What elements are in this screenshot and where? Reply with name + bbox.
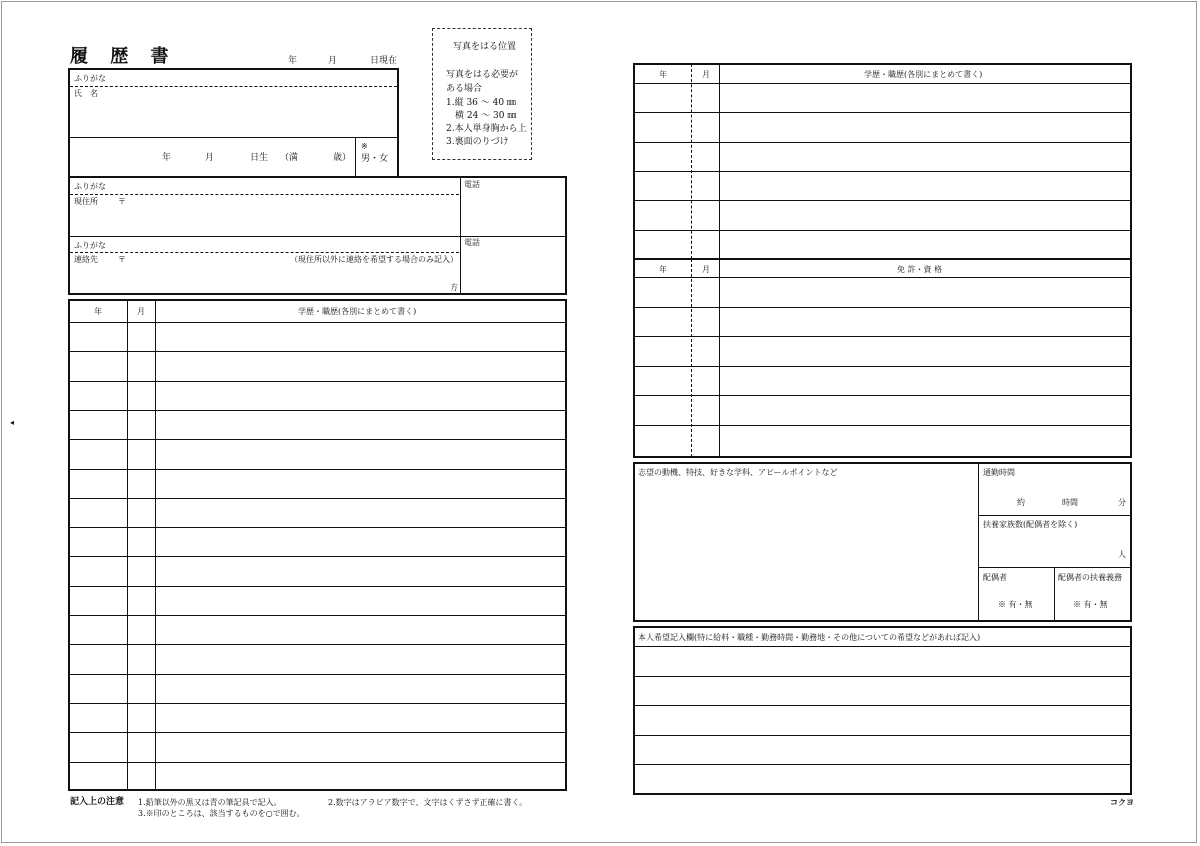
licenses-col-year: 年 (659, 265, 667, 274)
history-left-row[interactable] (70, 616, 565, 643)
license-row[interactable] (635, 308, 1130, 336)
history-left-row[interactable] (70, 528, 565, 555)
contact-furigana-divider (70, 252, 459, 253)
address-label: 現住所 (74, 197, 98, 206)
date-day-label: 日現在 (370, 56, 398, 66)
history-left-row[interactable] (70, 352, 565, 379)
note-item-2: 2.数字はアラビア数字で、文字はくずさず正確に書く。 (328, 798, 528, 807)
wish-row[interactable] (635, 647, 1130, 675)
license-row[interactable] (635, 396, 1130, 424)
wish-row[interactable] (635, 765, 1130, 793)
history-right-col-month: 月 (702, 70, 710, 79)
commute-divider (979, 515, 1130, 516)
history-left-row[interactable] (70, 411, 565, 438)
history-left-row[interactable] (70, 763, 565, 790)
history-left-row[interactable] (70, 645, 565, 672)
spouse-divider (1054, 568, 1055, 621)
history-left-row[interactable] (70, 499, 565, 526)
commute-label: 通勤時間 (983, 468, 1015, 477)
motivation-field[interactable] (636, 480, 976, 618)
history-left-col-month: 月 (137, 307, 145, 316)
birth-divider (70, 137, 397, 138)
history-right-row[interactable] (635, 201, 1130, 228)
birth-year-label: 年 (162, 153, 172, 163)
note-item-3: 3.※印のところは、該当するものを○で囲む。 (138, 809, 305, 818)
address-furigana-label: ふりがな (74, 182, 106, 191)
history-right-row[interactable] (635, 113, 1130, 140)
birth-day-label: 日生 (250, 153, 269, 163)
history-left-row[interactable] (70, 587, 565, 614)
spouse-value[interactable]: ※ 有・無 (998, 600, 1033, 609)
contact-note: （現住所以外に連絡を希望する場合のみ記入） (290, 255, 458, 264)
age-close-label: 歳） (333, 153, 352, 163)
commute-minutes: 分 (1118, 498, 1126, 507)
license-row[interactable] (635, 426, 1130, 454)
commute-approx: 約 (1017, 498, 1025, 507)
photo-line-5: 2.本人単身胸から上 (446, 124, 527, 134)
dependents-unit: 人 (1118, 550, 1126, 559)
wishes-label: 本人希望記入欄(特に給料・職種・勤務時間・勤務地・その他についての希望などがあれば記入) (638, 633, 981, 642)
address-postal-mark: 〒 (118, 197, 126, 206)
address-field[interactable] (130, 196, 458, 234)
gender-note-mark: ※ (361, 142, 368, 151)
license-row[interactable] (635, 367, 1130, 395)
photo-line-6: 3.裏面のりづけ (446, 137, 509, 147)
license-row[interactable] (635, 337, 1130, 365)
history-left-row[interactable] (70, 382, 565, 409)
contact-postal-mark: 〒 (118, 255, 126, 264)
page-arrow-icon[interactable]: ◂ (10, 418, 15, 427)
history-right-row[interactable] (635, 231, 1130, 258)
wish-row[interactable] (635, 736, 1130, 764)
contact-divider (70, 236, 565, 237)
photo-line-3: 1.縦 36 ～ 40 ㎜ (446, 98, 516, 108)
wish-row[interactable] (635, 677, 1130, 705)
notes-heading: 記入上の注意 (70, 797, 125, 807)
photo-line-1: 写真をはる必要が (446, 70, 519, 80)
history-left-row[interactable] (70, 323, 565, 350)
name-label: 氏 名 (74, 89, 98, 98)
license-row[interactable] (635, 278, 1130, 306)
phone-field[interactable] (462, 192, 564, 234)
dependents-label: 扶養家族数(配偶者を除く) (983, 520, 1078, 529)
furigana-divider (70, 86, 397, 87)
age-open-label: （満 (280, 153, 299, 163)
note-item-1: 1.鉛筆以外の黒又は青の筆記具で記入。 (138, 798, 282, 807)
contact-furigana-label: ふりがな (74, 241, 106, 250)
page-title: 履 歴 書 (70, 46, 177, 67)
photo-line-2: ある場合 (446, 84, 483, 94)
gender-divider (355, 137, 356, 177)
name-field[interactable] (70, 89, 397, 135)
name-furigana-label: ふりがな (74, 74, 106, 83)
address-furigana-divider (70, 194, 459, 195)
history-left-row[interactable] (70, 733, 565, 760)
history-left-row[interactable] (70, 470, 565, 497)
brand-logo: コクヨ (1110, 798, 1134, 807)
birth-month-label: 月 (205, 153, 215, 163)
date-month-label: 月 (328, 56, 338, 66)
history-left-row[interactable] (70, 704, 565, 731)
motivation-side-divider (978, 463, 979, 621)
history-right-col-desc: 学歴・職歴(各別にまとめて書く) (864, 70, 983, 79)
wish-row[interactable] (635, 706, 1130, 734)
licenses-col-month: 月 (702, 265, 710, 274)
date-year-label: 年 (288, 56, 298, 66)
photo-title: 写真をはる位置 (453, 42, 517, 52)
history-right-col-year: 年 (659, 70, 667, 79)
photo-line-4: 横 24 ～ 30 ㎜ (446, 111, 517, 121)
contact-phone-label: 電話 (464, 238, 480, 247)
spouse-support-label: 配偶者の扶養義務 (1058, 573, 1122, 582)
history-right-row[interactable] (635, 84, 1130, 111)
spouse-label: 配偶者 (983, 573, 1007, 582)
spouse-support-value[interactable]: ※ 有・無 (1073, 600, 1108, 609)
contact-suffix: 方 (450, 283, 458, 292)
history-right-row[interactable] (635, 172, 1130, 199)
phone-label: 電話 (464, 180, 480, 189)
contact-label: 連絡先 (74, 255, 98, 264)
history-right-row[interactable] (635, 143, 1130, 170)
history-left-row[interactable] (70, 440, 565, 467)
contact-phone-field[interactable] (462, 250, 564, 292)
commute-hours: 時間 (1062, 498, 1078, 507)
history-left-row[interactable] (70, 675, 565, 702)
contact-field[interactable] (130, 264, 448, 292)
gender-options[interactable]: 男・女 (361, 154, 389, 164)
motivation-label: 志望の動機、特技、好きな学科、アピールポイントなど (638, 468, 838, 477)
licenses-col-desc: 免 許・資 格 (897, 265, 943, 274)
history-left-col-year: 年 (94, 307, 102, 316)
history-left-row[interactable] (70, 557, 565, 584)
history-left-col-desc: 学歴・職歴(各別にまとめて書く) (298, 307, 417, 316)
